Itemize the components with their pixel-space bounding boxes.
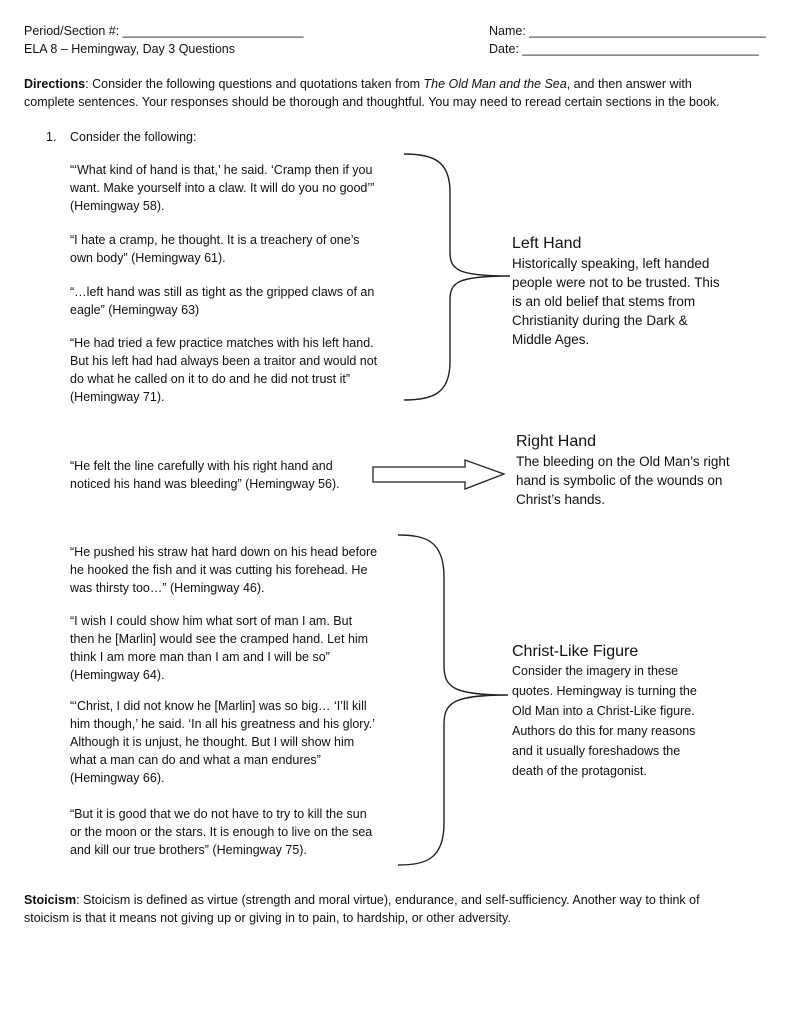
right-hand-note: The bleeding on the Old Man’s right hand is symbolic of the wounds on Christ’s hands. bbox=[516, 454, 730, 507]
directions-text-2: , and then answer with bbox=[566, 77, 692, 91]
quote-christ-2: “I wish I could show him what sort of man I am. But then he [Marlin] would see the cramped hand. Let him think I am more man than I am and I will be so” (Hemingway 64). bbox=[70, 614, 369, 682]
stoicism-label: Stoicism bbox=[24, 893, 77, 907]
directions-paragraph bbox=[24, 75, 774, 111]
quote-christ-1: “He pushed his straw hat hard down on his head before he hooked the fish and it was cutting his forehead. He was thirsty too…” (Hemingway 46). bbox=[70, 545, 378, 595]
date-field: Date: __________________________________ bbox=[489, 42, 759, 56]
quote-left-hand-1: “‘What kind of hand is that,’ he said. ‘Cramp then if you want. Make yourself into a claw. It will do you no good’” (Hemingway 58). bbox=[70, 163, 375, 213]
quote-right-hand: “He felt the line carefully with his right hand and noticed his hand was bleeding” (Hemingway 56). bbox=[70, 459, 340, 491]
stoicism-text-1: : Stoicism is defined as virtue (strength and moral virtue), endurance, and self-sufficiency. Another way to think of bbox=[76, 893, 700, 907]
arrow-right-icon bbox=[371, 458, 507, 492]
quote-christ-3: “‘Christ, I did not know he [Marlin] was so big… ‘I’ll kill him though,’ he said. ‘In all his greatness and his glory.’ Although it is unjust, he thought. But I will show him what a man can do and what a man endures” (Hemingway 66). bbox=[70, 699, 376, 785]
right-hand-heading: Right Hand bbox=[516, 433, 597, 450]
quote-left-hand-3: “…left hand was still as tight as the gripped claws of an eagle” (Hemingway 63) bbox=[70, 285, 375, 317]
question-prompt: Consider the following: bbox=[70, 130, 197, 144]
quote-left-hand-4: “He had tried a few practice matches with his left hand. But his left had had always been a traitor and would not do what he called on it to do and he did not trust it” (Hemingway 71). bbox=[70, 336, 378, 404]
book-title: The Old Man and the Sea bbox=[423, 77, 567, 91]
quote-christ-4: “But it is good that we do not have to try to kill the sun or the moon or the stars. It is enough to live on the sea and kill our true brothers” (Hemingway 75). bbox=[70, 807, 373, 857]
christ-like-heading: Christ-Like Figure bbox=[512, 643, 639, 660]
christ-like-note: Consider the imagery in these quotes. Hemingway is turning the Old Man into a Christ-Like figure. Authors do this for many reasons and it usually foreshadows the death of the protagonist. bbox=[512, 664, 697, 778]
course-line: ELA 8 – Hemingway, Day 3 Questions bbox=[24, 42, 235, 56]
left-hand-note: Historically speaking, left handed people were not to be trusted. This is an old belief that stems from Christianity during the Dark & Middle Ages. bbox=[512, 256, 720, 347]
quote-left-hand-2: “I hate a cramp, he thought. It is a treachery of one’s own body” (Hemingway 61). bbox=[70, 233, 360, 265]
directions-text-1: : Consider the following questions and quotations taken from bbox=[85, 77, 424, 91]
curly-brace-left-hand bbox=[402, 152, 512, 404]
name-field: Name: __________________________________ bbox=[489, 24, 766, 38]
curly-brace-christ bbox=[396, 533, 510, 867]
stoicism-paragraph bbox=[24, 891, 784, 927]
directions-text-3: complete sentences. Your responses should be thorough and thoughtful. You may need to reread certain sections in the book. bbox=[24, 95, 720, 109]
stoicism-text-2: stoicism is that it means not giving up or giving in to pain, to hardship, or other adversity. bbox=[24, 911, 511, 925]
directions-label: Directions bbox=[24, 77, 86, 91]
period-section-field: Period/Section #: __________________________ bbox=[24, 24, 304, 38]
question-number: 1. bbox=[46, 130, 57, 144]
left-hand-heading: Left Hand bbox=[512, 235, 582, 252]
